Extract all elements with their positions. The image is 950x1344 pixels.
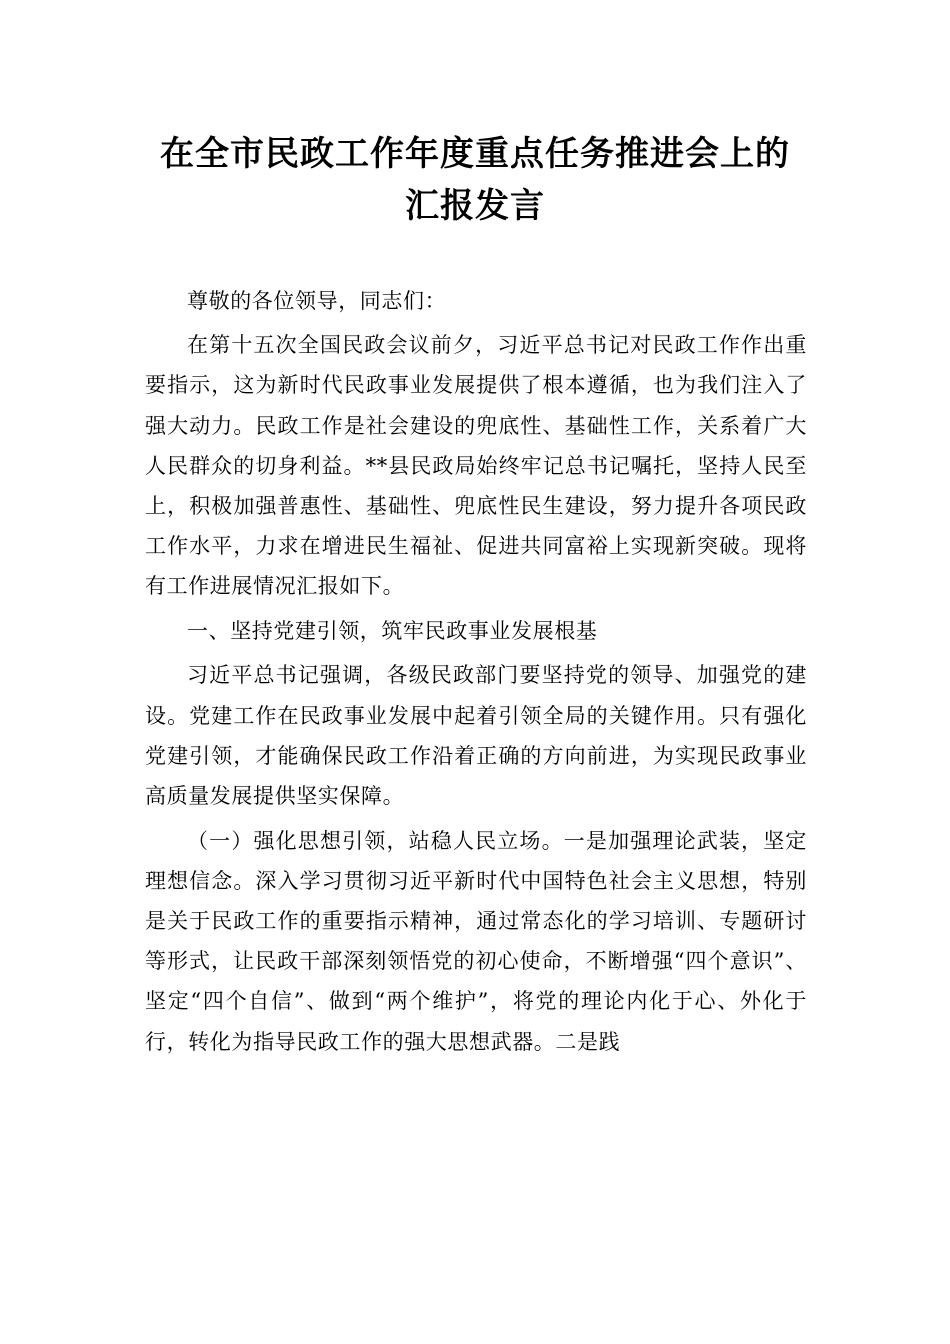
title-line-2: 汇报发言	[405, 186, 545, 226]
paragraph-section-1: 习近平总书记强调，各级民政部门要坚持党的领导、加强党的建设。党建工作在民政事业发展中起着引领全局的关键作用。只有强化党建引领，才能确保民政工作沿着正确的方向前进，为实现民政事业高质量发展提供坚实保障。	[145, 663, 807, 808]
document-body	[145, 281, 807, 1066]
paragraph-subsection-1: （一）强化思想引领，站稳人民立场。一是加强理论武装，坚定理想信念。深入学习贯彻习近平新时代中国特色社会主义思想，特别是关于民政工作的重要指示精神，通过常态化的学习培训、专题研讨等形式，让民政干部深刻领悟党的初心使命，不断增强“四个意识”、坚定“四个自信”、做到“两个维护”，将党的理论内化于心、外化于行，转化为指导民政工作的强大思想武器。二是践	[145, 828, 807, 1054]
paragraph-intro: 在第十五次全国民政会议前夕，习近平总书记对民政工作作出重要指示，这为新时代民政事业发展提供了根本遵循，也为我们注入了强大动力。民政工作是社会建设的兜底性、基础性工作，关系着广大人民群众的切身利益。**县民政局始终牢记总书记嘱托，坚持人民至上，积极加强普惠性、基础性、兜底性民生建设，努力提升各项民政工作水平，力求在增进民生福祉、促进共同富裕上实现新突破。现将有工作进展情况汇报如下。	[145, 333, 807, 599]
title-line-1: 在全市民政工作年度重点任务推进会上的	[160, 134, 790, 174]
section-heading-1: 一、坚持党建引领，筑牢民政事业发展根基	[187, 619, 598, 644]
document-title	[140, 128, 810, 232]
salutation: 尊敬的各位领导，同志们：	[187, 289, 447, 313]
